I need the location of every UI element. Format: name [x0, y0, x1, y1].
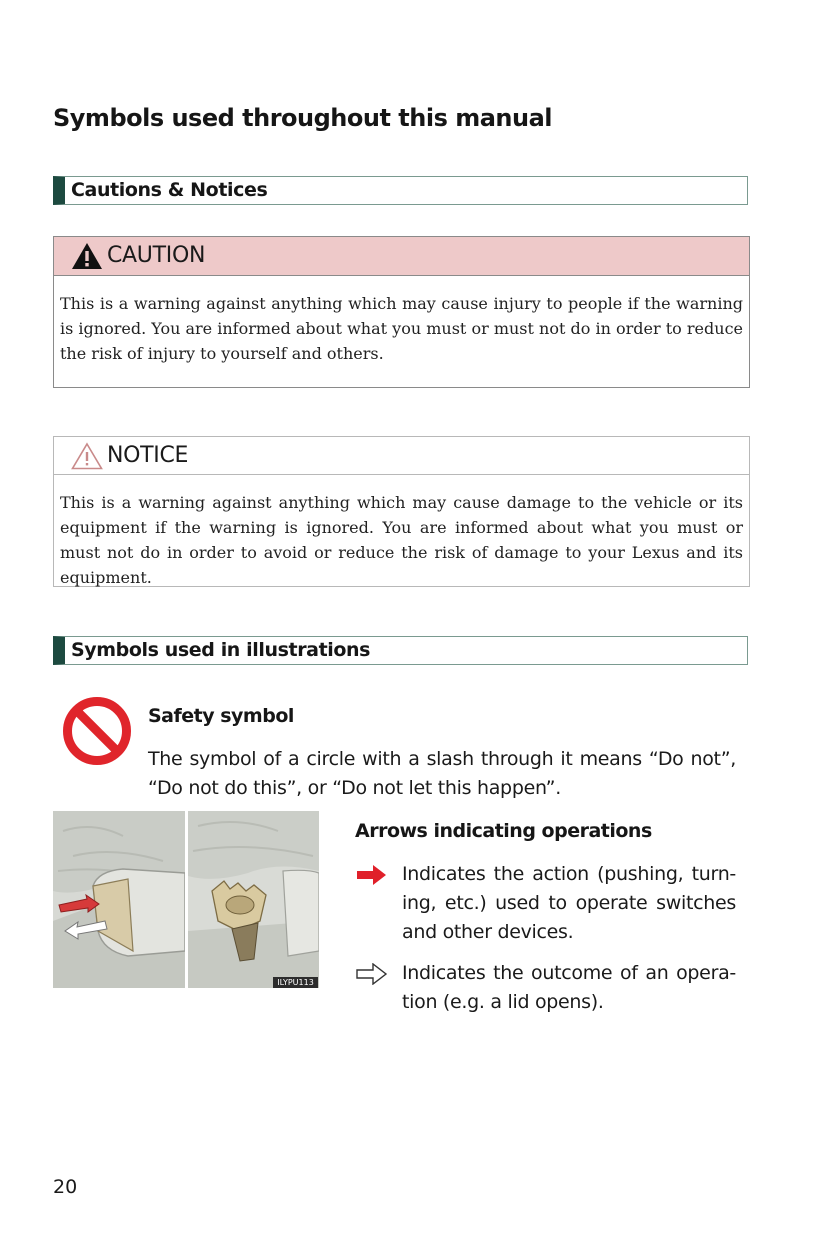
safety-symbol-text: The symbol of a circle with a slash through it means “Do not”, “Do not do this”, or “Do not let this happen”. [148, 748, 736, 799]
page-title: Symbols used throughout this manual [53, 104, 553, 132]
outcome-arrow-icon [356, 963, 388, 985]
outcome-arrow-text: Indicates the outcome of an opera-tion (e.g. a lid opens). [402, 962, 736, 1013]
illustration-code: ILYPU113 [273, 977, 318, 988]
caution-label: CAUTION [107, 243, 206, 268]
illustration-armrest-closed [53, 811, 185, 988]
warning-triangle-icon [71, 242, 103, 270]
notice-text: This is a warning against anything which may cause damage to the vehicle or its equipment if the warning is ignored. You are informed about what you must or must not do in order to avoid or reduce the risk of damage to your Lexus and its equipment. [60, 493, 743, 587]
section-title: Symbols used in illustrations [71, 639, 371, 661]
prohibition-icon [62, 696, 132, 766]
caution-text: This is a warning against anything which may cause injury to people if the warning is ignored. You are informed about what you must or must not do in order to reduce the risk of injury to yourself and others. [60, 294, 743, 363]
section-header-illustrations [53, 636, 748, 665]
caution-header [54, 237, 749, 276]
notice-box [53, 436, 750, 587]
section-header-cautions-notices [53, 176, 748, 205]
notice-triangle-icon [71, 442, 103, 470]
notice-label: NOTICE [107, 443, 189, 468]
action-arrow-icon [356, 864, 388, 886]
action-arrow-text: Indicates the action (pushing, turn-ing, etc.) used to operate switches and other devices. [402, 863, 736, 943]
safety-symbol-title: Safety symbol [148, 705, 294, 727]
arrows-title: Arrows indicating operations [355, 820, 652, 842]
caution-box [53, 236, 750, 388]
illustration-armrest-open [188, 811, 319, 988]
page-number: 20 [53, 1176, 78, 1198]
notice-header [54, 437, 749, 475]
section-title: Cautions & Notices [71, 179, 268, 201]
